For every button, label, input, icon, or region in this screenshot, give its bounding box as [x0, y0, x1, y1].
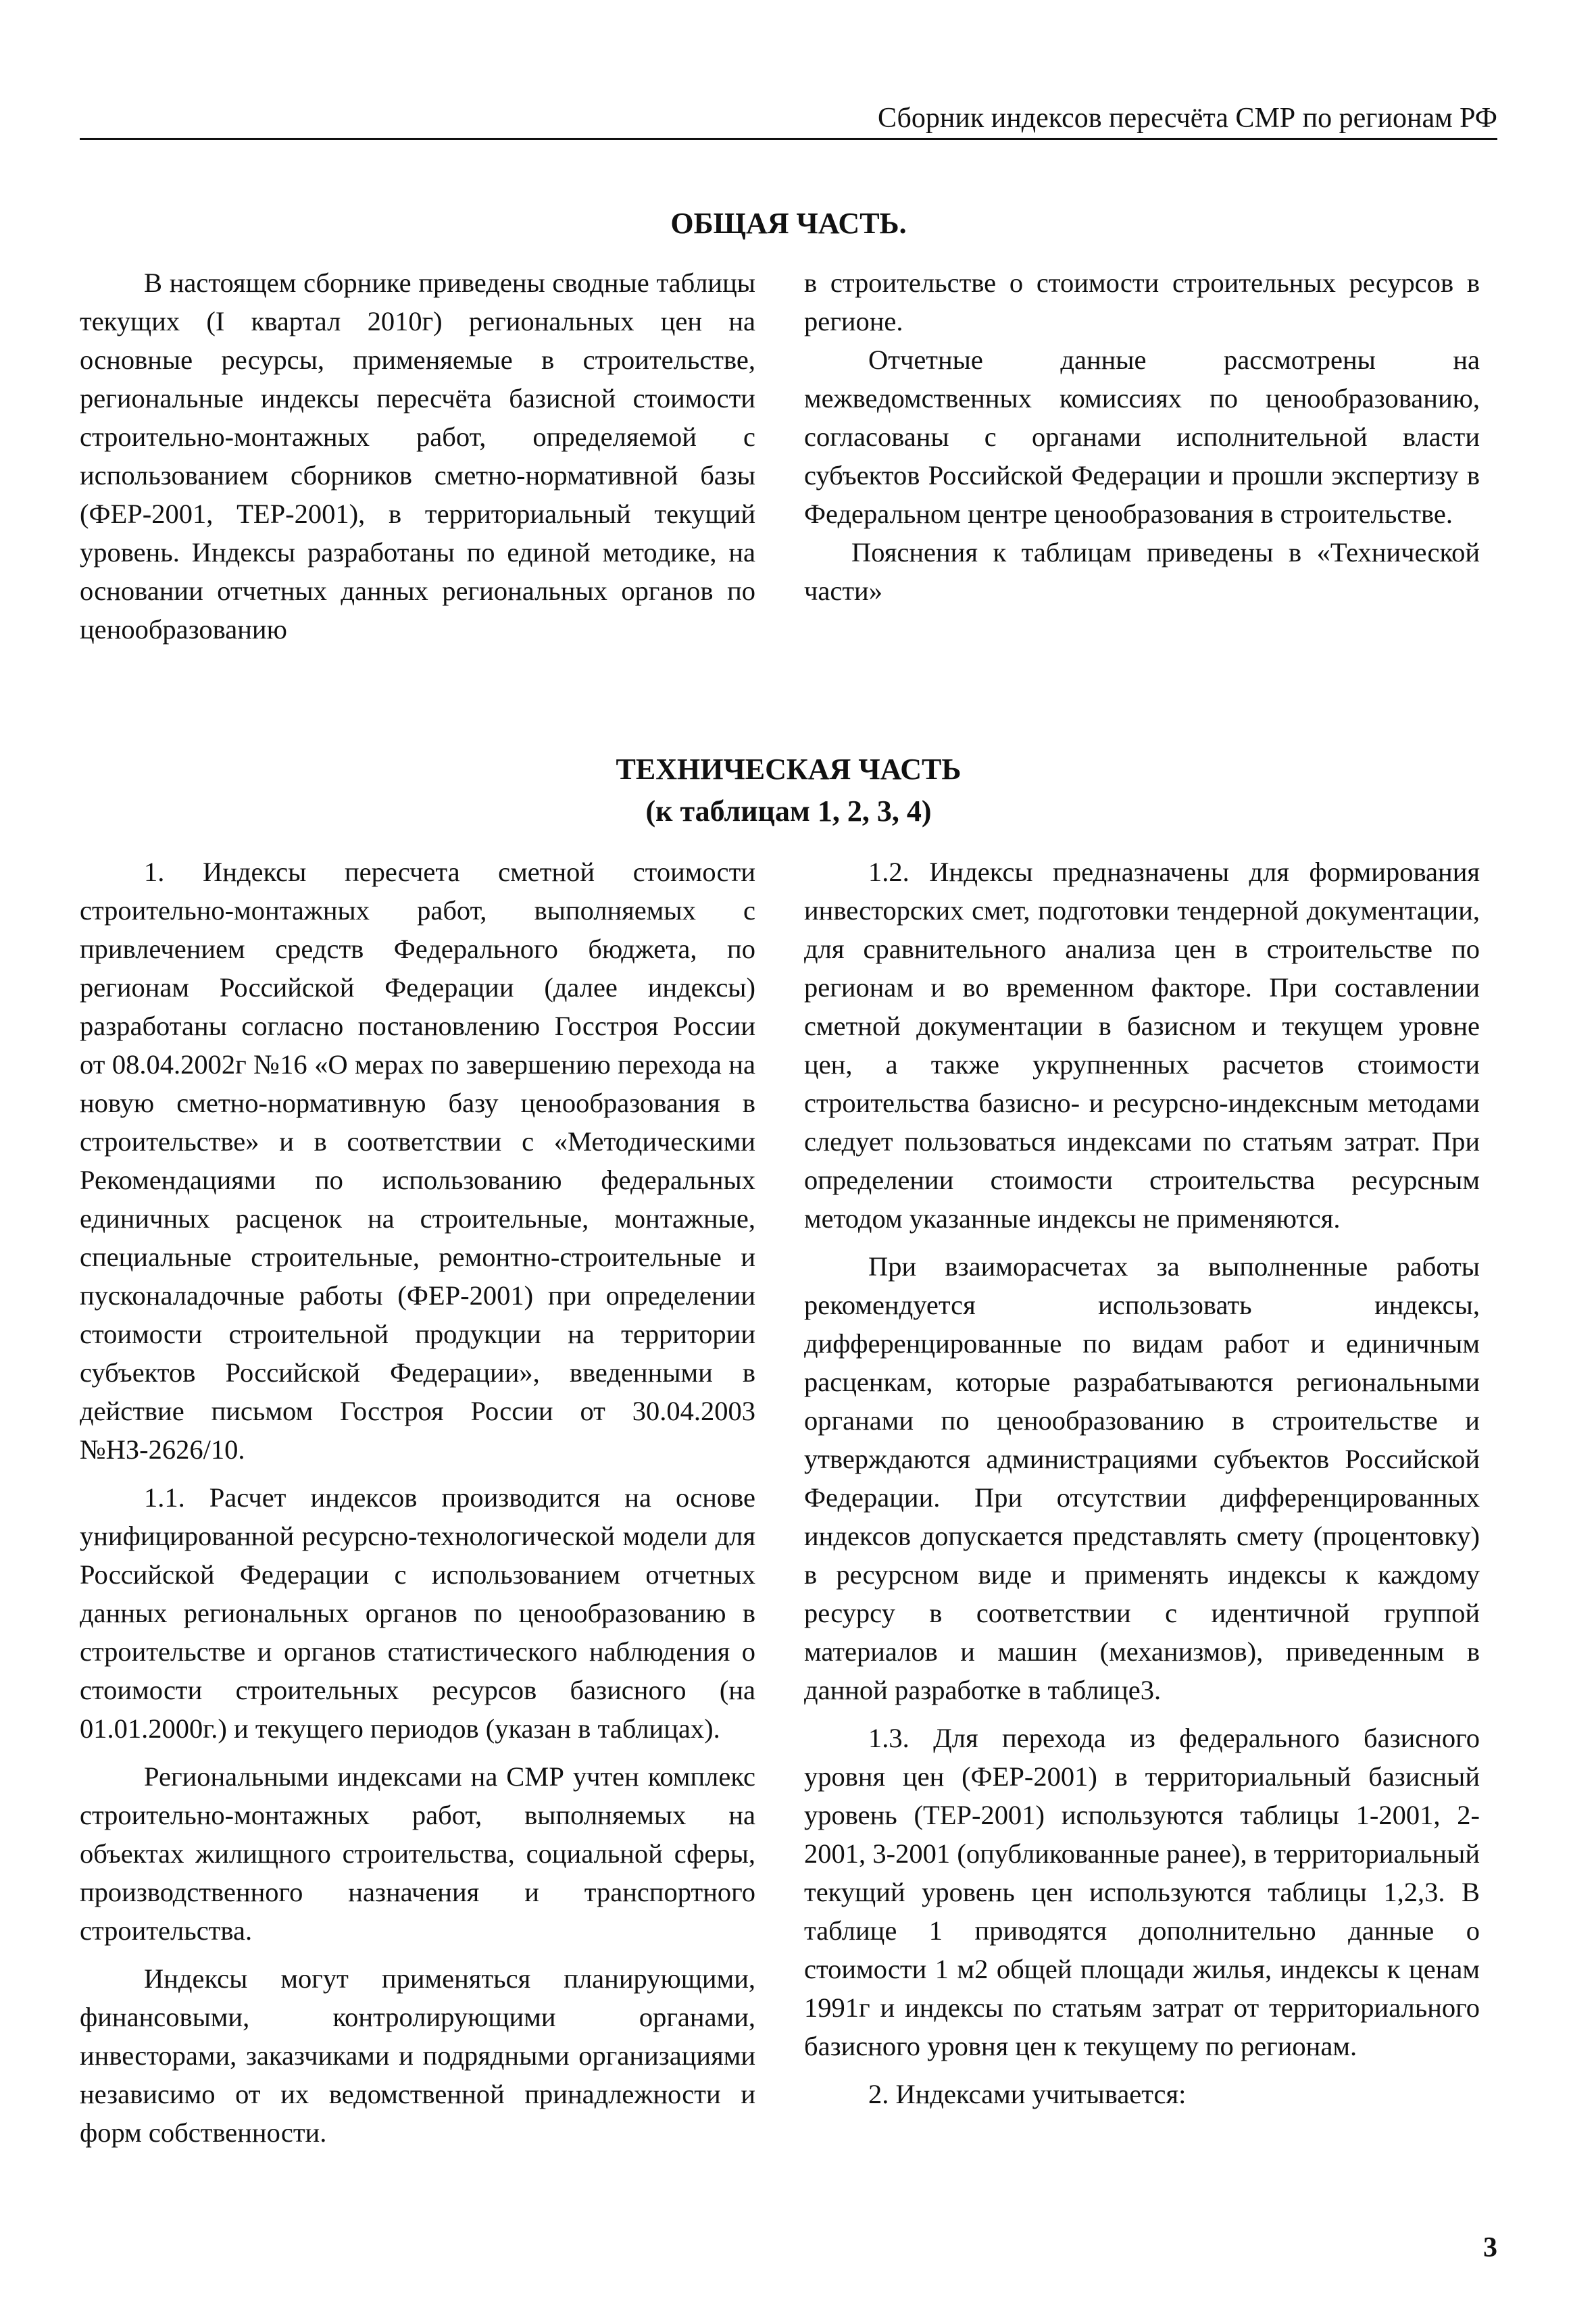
header-rule [80, 138, 1497, 140]
paragraph: 1. Индексы пересчета сметной стоимости строительно-монтажных работ, выполняемых с привлечением средств Федерального бюджета, по регионам Российской Федерации (далее индексы) разработаны согласно постановлению Госстроя России от 08.04.2002г №16 «О мерах по завершению перехода на новую сметно-нормативную базу ценообразования в строительстве» и в соответствии с «Методическими Рекомендациями по использованию федеральных единичных расценок на строительные, монтажные, специальные строительные, ремонтно-строительные и пусконаладочные работы (ФЕР-2001) при определении стоимости строительной продукции на территории субъектов Российской Федерации», введенными в действие письмом Госстроя России от 30.04.2003 №НЗ-2626/10. [80, 857, 755, 1465]
technical-part-left-column [80, 853, 755, 2152]
general-part-title: ОБЩАЯ ЧАСТЬ. [670, 207, 907, 240]
page-number: 3 [1483, 2232, 1497, 2263]
paragraph: 1.1. Расчет индексов производится на основе унифицированной ресурсно-технологической модели для Российской Федерации с использованием отчетных данных региональных органов по ценообразованию в строительстве и органов статистического наблюдения о стоимости строительных ресурсов базисного (на 01.01.2000г.) и текущего периодов (указан в таблицах). [80, 1482, 755, 1744]
general-part-right-column [804, 263, 1480, 610]
paragraph: При взаиморасчетах за выполненные работы рекомендуется использовать индексы, дифференцированные по видам работ и единичным расценкам, которые разрабатываются региональными органами по ценообразованию в строительстве и утверждаются администрациями субъектов Российской Федерации. При отсутствии дифференцированных индексов допускается представлять смету (процентовку) в ресурсном виде и применять индексы к каждому ресурсу в соответствии с идентичной группой материалов и машин (механизмов), приведенным в данной разработке в таблице3. [804, 1251, 1480, 1705]
technical-part-subtitle: (к таблицам 1, 2, 3, 4) [645, 795, 932, 828]
paragraph: Индексы могут применяться планирующими, финансовыми, контролирующими органами, инвесторами, заказчиками и подрядными организациями независимо от их ведомственной принадлежности и форм собственности. [80, 1963, 755, 2148]
paragraph: 2. Индексами учитывается: [868, 2079, 1187, 2109]
technical-part-title: ТЕХНИЧЕСКАЯ ЧАСТЬ [616, 753, 962, 786]
paragraph: В настоящем сборнике приведены сводные таблицы текущих (I квартал 2010г) региональных цен на основные ресурсы, применяемые в строительстве, региональные индексы пересчёта базисной стоимости строительно-монтажных работ, определяемой с использованием сборников сметно-нормативной базы (ФЕР-2001, ТЕР-2001), в территориальный текущий уровень. Индексы разработаны по единой методике, на основании отчетных данных региональных органов по ценообразованию [80, 268, 755, 645]
paragraph: Пояснения к таблицам приведены в «Технической части» [804, 537, 1480, 606]
paragraph: 1.3. Для перехода из федерального базисного уровня цен (ФЕР-2001) в территориальный базисный уровень (ТЕР-2001) используются таблицы 1-2001, 2-2001, 3-2001 (опубликованные ранее), в территориальный текущий уровень цен используются таблицы 1,2,3. В таблице 1 приводятся дополнительно данные о стоимости 1 м2 общей площади жилья, индексы к ценам 1991г и индексы по статьям затрат от территориального базисного уровня цен к текущему по регионам. [804, 1723, 1480, 2061]
paragraph: Региональными индексами на СМР учтен комплекс строительно-монтажных работ, выполняемых на объектах жилищного строительства, социальной сферы, производственного назначения и транспортного строительства. [80, 1761, 755, 1946]
paragraph: Отчетные данные рассмотрены на межведомственных комиссиях по ценообразованию, согласованы с органами исполнительной власти субъектов Российской Федерации и прошли экспертизу в Федеральном центре ценообразования в строительстве. [804, 345, 1480, 529]
running-header: Сборник индексов пересчёта СМР по регионам РФ [878, 103, 1497, 134]
technical-part-right-column [804, 853, 1480, 2113]
paragraph: в строительстве о стоимости строительных ресурсов в регионе. [804, 268, 1480, 336]
paragraph: 1.2. Индексы предназначены для формирования инвесторских смет, подготовки тендерной документации, для сравнительного анализа цен в строительстве по регионам и во временном факторе. При составлении сметной документации в базисном и текущем уровне цен, а также укрупненных расчетов стоимости строительства базисно- и ресурсно-индексным методами следует пользоваться индексами по статьям затрат. При определении стоимости строительства ресурсным методом указанные индексы не применяются. [804, 857, 1480, 1234]
general-part-left-column [80, 263, 755, 649]
